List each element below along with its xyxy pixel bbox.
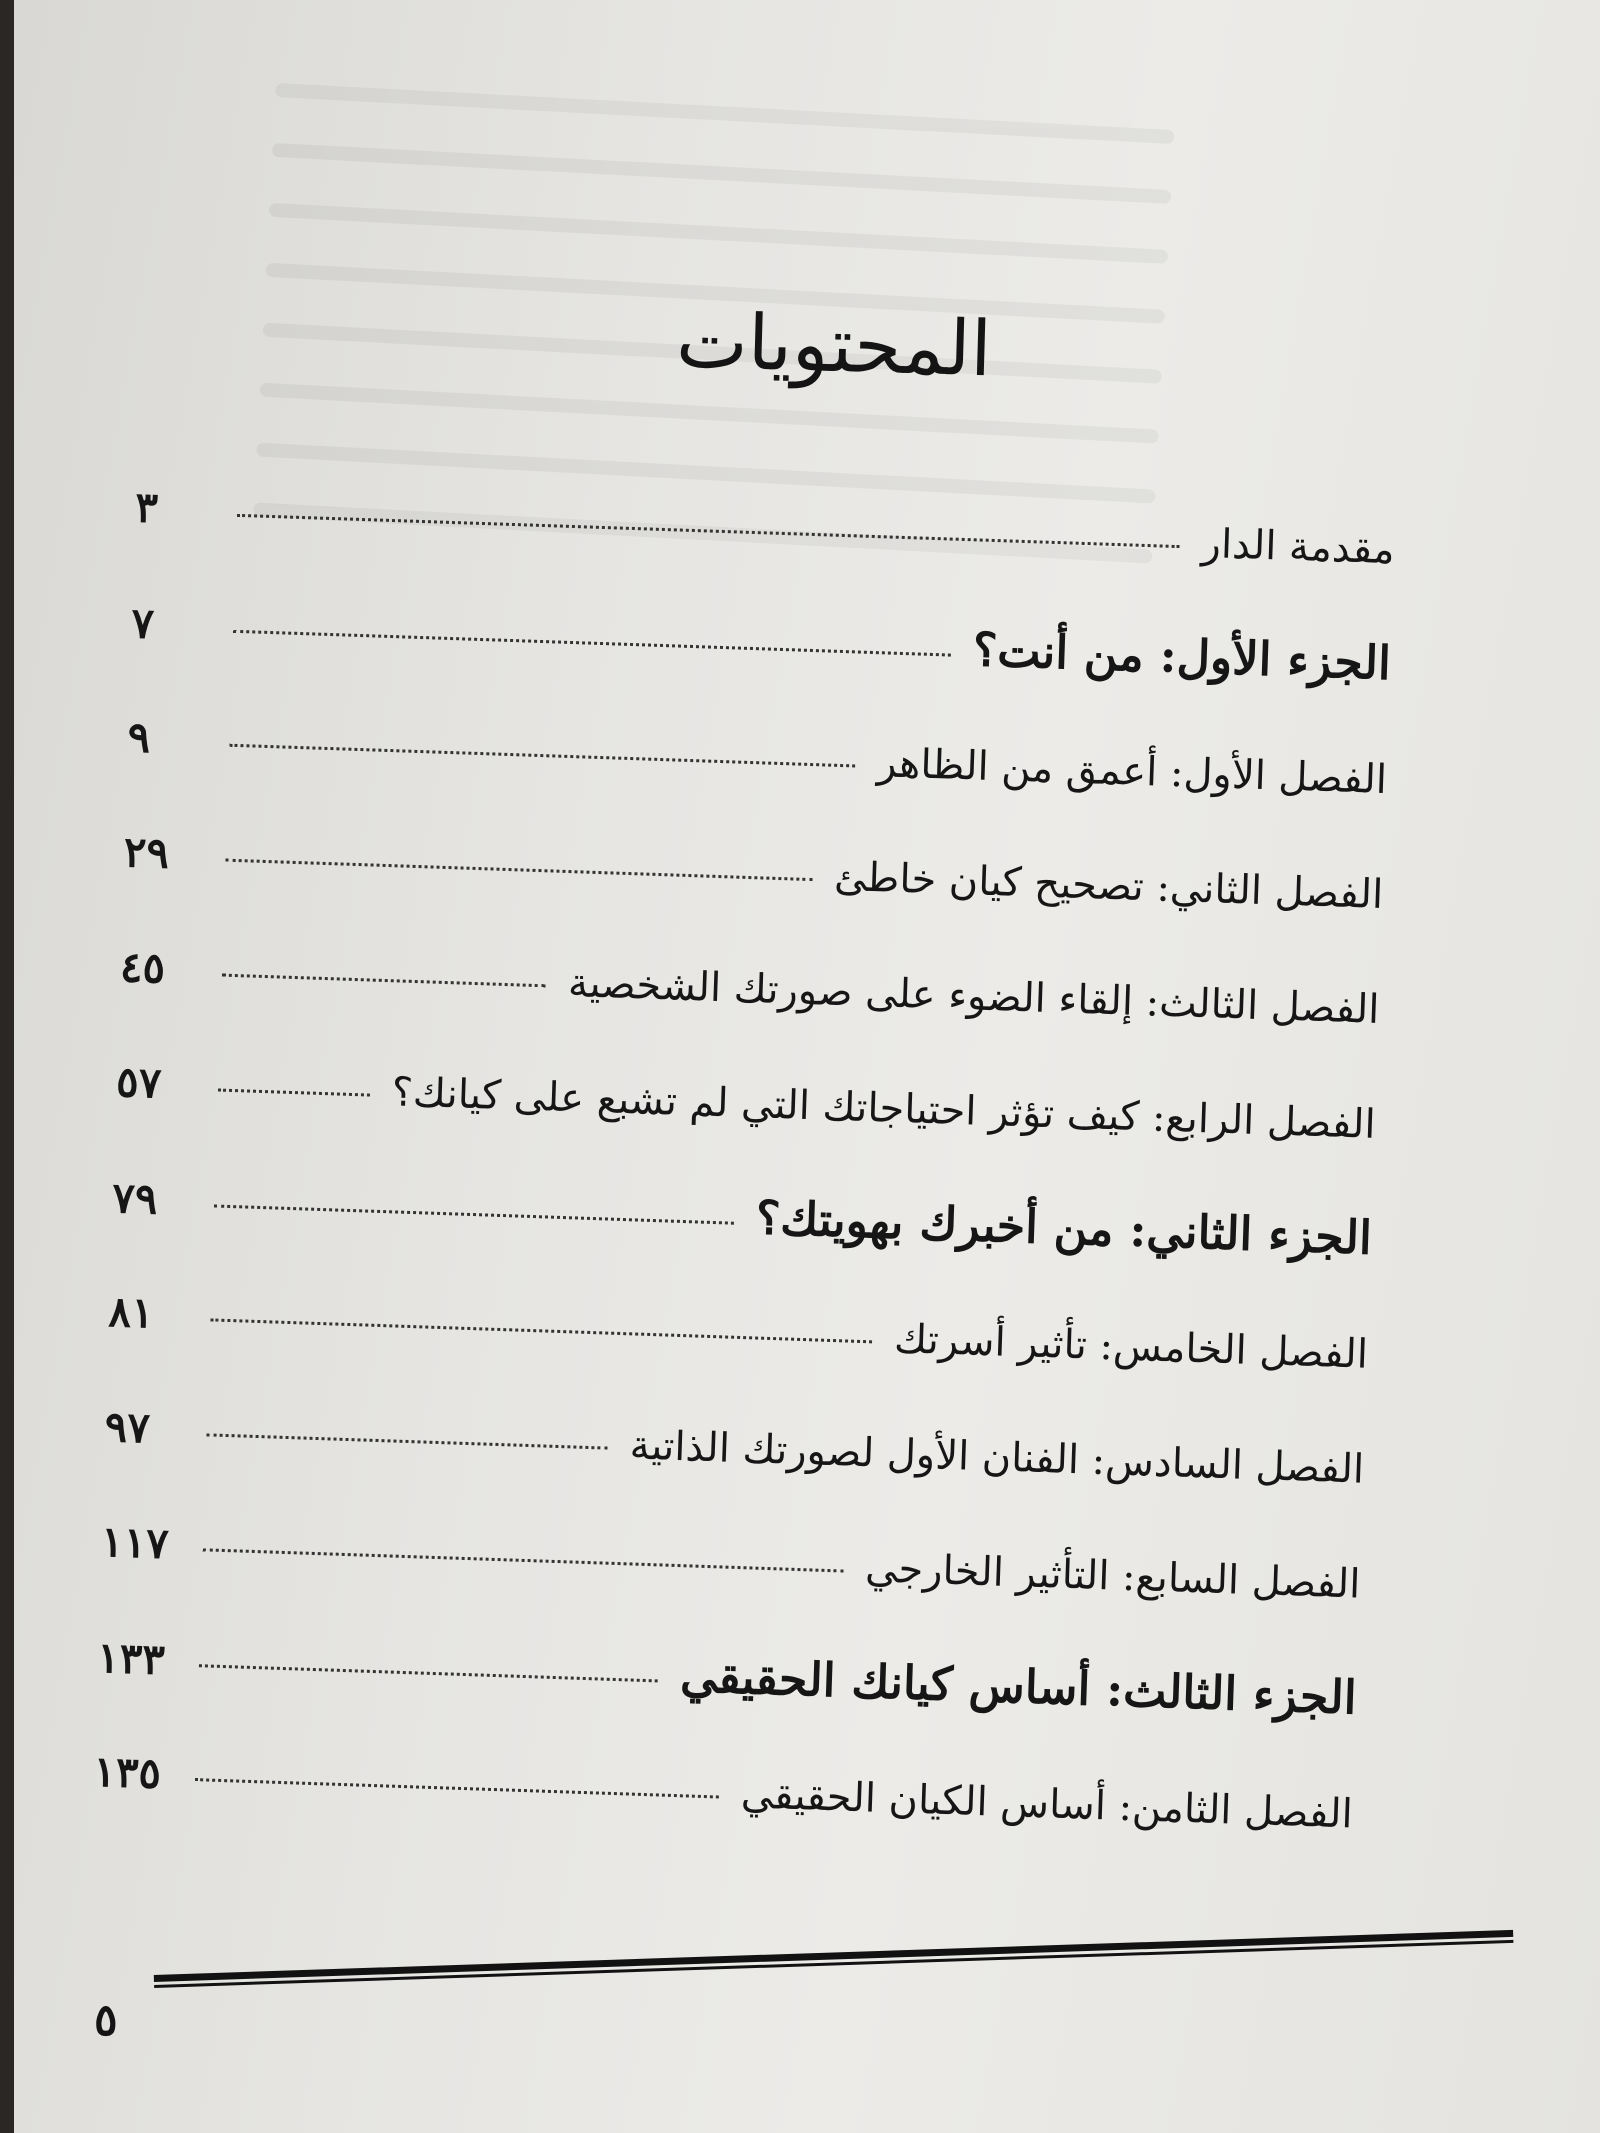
dot-leader — [218, 1089, 370, 1097]
toc-entry-page: ٤٥ — [119, 942, 166, 993]
toc-entry-page: ٨١ — [107, 1287, 155, 1338]
toc-entry-page: ٧ — [130, 598, 155, 649]
toc-entry-label: الفصل الثاني: تصحيح كيان خاطئ — [833, 853, 1384, 919]
toc-entry-label: الفصل الرابع: كيف تؤثر احتياجاتك التي لم تشبع على كيانك؟ — [390, 1069, 1377, 1148]
toc-entry-label: الجزء الأول: من أنت؟ — [972, 622, 1392, 691]
dot-leader — [222, 974, 546, 988]
toc-entry-label: الفصل السابع: التأثير الخارجي — [864, 1545, 1362, 1608]
toc-entry-label: الجزء الثالث: أساس كيانك الحقيقي — [679, 1648, 1358, 1725]
dot-leader — [233, 630, 951, 657]
toc-entry-page: ٩٧ — [104, 1401, 151, 1453]
dot-leader — [226, 859, 813, 881]
toc-entry-page: ٧٩ — [111, 1173, 159, 1224]
toc-entry-label: الفصل الخامس: تأثير أسرتك — [893, 1316, 1369, 1378]
toc-entry-label: مقدمة الدار — [1200, 520, 1396, 574]
dot-leader — [195, 1778, 719, 1798]
dot-leader — [210, 1318, 872, 1343]
footer-rule — [154, 1930, 1514, 1989]
dot-leader — [199, 1664, 658, 1682]
page-title: المحتويات — [675, 295, 993, 394]
toc-entry-page: ١٣٥ — [92, 1746, 162, 1798]
page-number: ٥ — [94, 1995, 118, 2046]
toc-entry-page: ١٣٣ — [96, 1632, 166, 1685]
dot-leader — [203, 1548, 843, 1572]
toc-entry-page: ٢٩ — [123, 827, 170, 878]
toc-entry-page: ٥٧ — [115, 1057, 163, 1108]
book-page — [14, 0, 1600, 2133]
dot-leader — [207, 1433, 608, 1449]
toc-entry-label: الفصل الثامن: أساس الكيان الحقيقي — [740, 1771, 1354, 1838]
dot-leader — [229, 744, 855, 768]
table-of-contents — [91, 449, 1396, 1870]
dot-leader — [214, 1204, 734, 1224]
toc-entry-page: ٣ — [134, 482, 159, 533]
toc-entry-label: الفصل الثالث: إلقاء الضوء على صورتك الشخصية — [567, 960, 1381, 1033]
toc-entry-label: الفصل الأول: أعمق من الظاهر — [876, 740, 1388, 804]
toc-entry-label: الجزء الثاني: من أخبرك بهويتك؟ — [755, 1190, 1373, 1265]
toc-entry-page: ٩ — [126, 712, 152, 763]
toc-entry-page: ١١٧ — [100, 1516, 170, 1569]
toc-entry-label: الفصل السادس: الفنان الأول لصورتك الذاتية — [629, 1422, 1365, 1493]
dot-leader — [237, 514, 1180, 548]
